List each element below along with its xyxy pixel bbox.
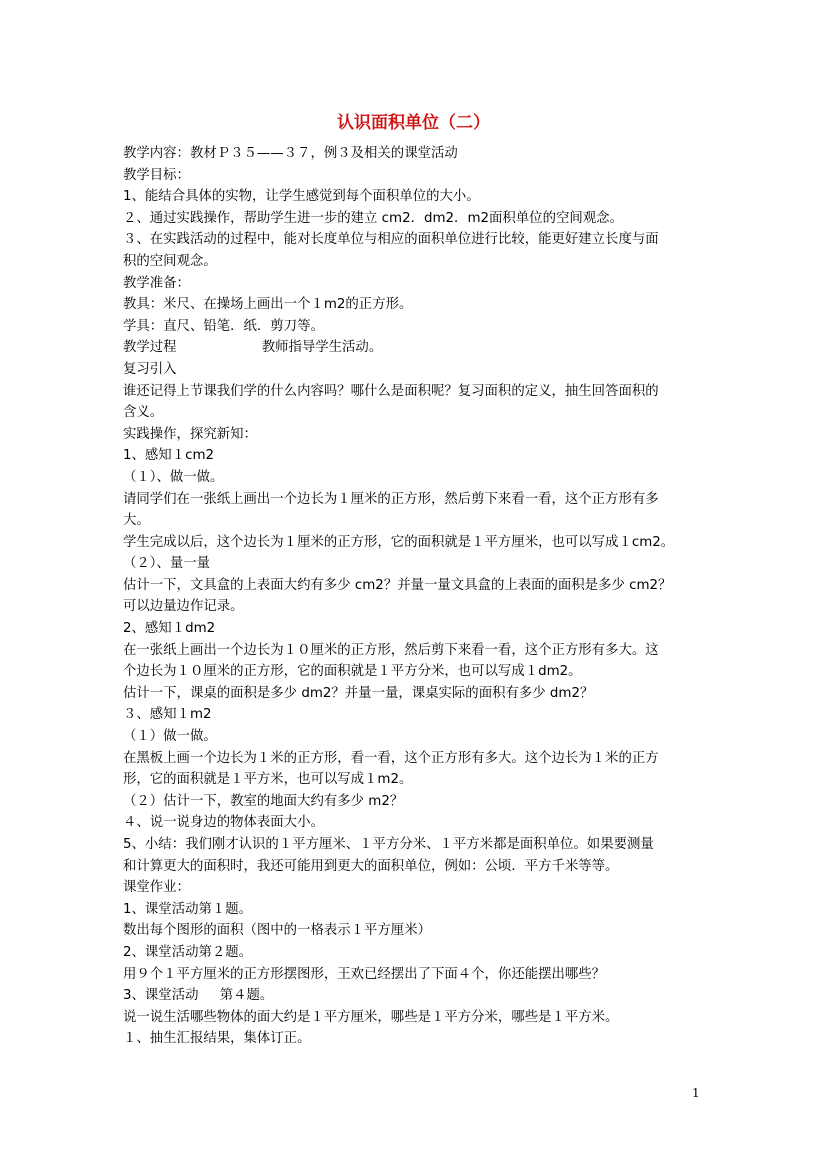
text-line: 估计一下，课桌的面积是多少 dm2？并量一量，课桌实际的面积有多少 dm2？ (123, 685, 594, 701)
text-line: （２）、量一量 (123, 556, 211, 572)
text-line: 课堂作业： (123, 880, 190, 896)
text-line: 实践操作，探究新知： (123, 426, 257, 442)
text-line: ４、说一说身边的物体表面大小。 (123, 815, 324, 831)
text-line: 学生完成以后，这个边长为１厘米的正方形，它的面积就是１平方厘米，也可以写成１cm2。 (123, 534, 675, 550)
text-line: （１）、做一做。 (123, 469, 224, 485)
text-line: ２、通过实践操作，帮助学生进一步的建立 cm2．dm2．m2面积单位的空间观念。 (123, 210, 623, 226)
text-line: 用９个１平方厘米的正方形摆图形，王欢已经摆出了下面４个，你还能摆出哪些？ (123, 966, 606, 982)
text-line: 学具：直尺、铅笔．纸．剪刀等。 (123, 318, 324, 334)
text-line: 可以边量边作记录。 (123, 599, 244, 615)
text-line: （２）估计一下，教室的地面大约有多少 m2？ (123, 793, 404, 809)
text-line: 教学内容：教材Ｐ３５——３７，例３及相关的课堂活动 (123, 146, 458, 161)
text-line: 教学准备： (123, 275, 190, 291)
text-line: ３、在实践活动的过程中，能对长度单位与相应的面积单位进行比较，能更好建立长度与面 (123, 232, 659, 248)
text-line: 2、感知１dm2 (123, 621, 216, 637)
text-line: 形，它的面积就是１平方米，也可以写成１m2。 (123, 772, 413, 788)
text-line: 个边长为１０厘米的正方形，它的面积就是１平方分米，也可以写成１dm2。 (123, 664, 582, 680)
document-title: 认识面积单位（二） (337, 113, 490, 133)
page-number: 1 (692, 1086, 700, 1100)
text-line: 在黑板上画一个边长为１米的正方形，看一看，这个正方形有多大。这个边长为１米的正方 (123, 750, 659, 766)
text-line: （１）做一做。 (123, 729, 217, 745)
text-line: 教具：米尺、在操场上画出一个１m2的正方形。 (123, 297, 413, 313)
text-line: 数出每个图形的面积（图中的一格表示１平方厘米） (123, 923, 431, 939)
text-line: 请同学们在一张纸上画出一个边长为１厘米的正方形，然后剪下来看一看，这个正方形有多 (123, 491, 659, 507)
text-line: 含义。 (123, 405, 164, 421)
text-line: 3、课堂活动 第４题。 (123, 988, 274, 1004)
text-line: 和计算更大的面积时，我还可能用到更大的面积单位，例如：公顷．平方千米等等。 (123, 858, 619, 874)
text-line: 1、课堂活动第１题。 (123, 901, 253, 917)
text-line: 1、感知１cm2 (123, 448, 215, 464)
text-line: 教学过程 教师指导学生活动。 (123, 340, 383, 356)
text-line: 1、能结合具体的实物，让学生感觉到每个面积单位的大小。 (123, 189, 480, 205)
text-line: 2、课堂活动第２题。 (123, 944, 253, 960)
text-line: 说一说生活哪些物体的面大约是１平方厘米，哪些是１平方分米，哪些是１平方米。 (123, 1009, 619, 1025)
text-line: 估计一下，文具盒的上表面大约有多少 cm2？并量一量文具盒的上表面的面积是多少 cm2？ (123, 577, 672, 593)
text-line: 在一张纸上画出一个边长为１０厘米的正方形，然后剪下来看一看，这个正方形有多大。这 (123, 642, 659, 658)
text-line: １、抽生汇报结果，集体订正。 (123, 1031, 311, 1047)
text-line: ３、感知１m2 (123, 707, 212, 723)
text-line: 积的空间观念。 (123, 253, 217, 269)
text-line: 5、小结：我们刚才认识的１平方厘米、１平方分米、１平方米都是面积单位。如果要测量 (123, 837, 654, 852)
text-line: 大。 (123, 513, 150, 529)
document-body (123, 143, 706, 1050)
text-line: 谁还记得上节课我们学的什么内容吗？哪什么是面积呢？复习面积的定义，抽生回答面积的 (123, 383, 659, 399)
text-line: 复习引入 (123, 361, 177, 377)
text-line: 教学目标： (123, 167, 190, 183)
